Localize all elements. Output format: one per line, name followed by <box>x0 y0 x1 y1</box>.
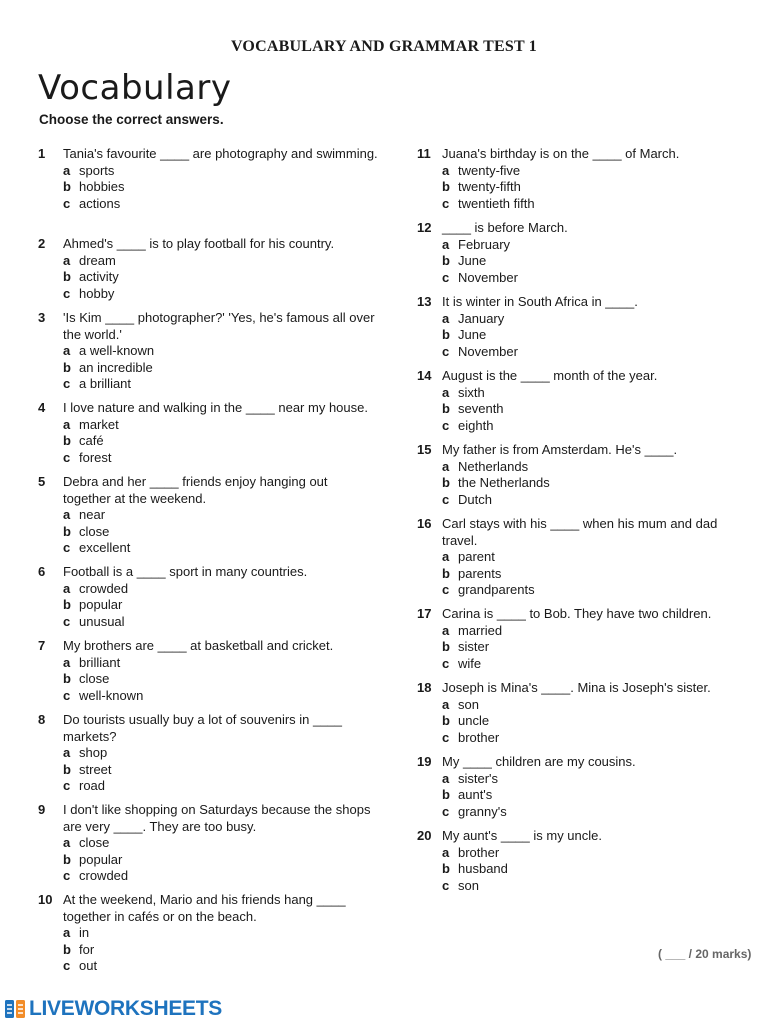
answer-option-a[interactable] <box>442 697 747 714</box>
question-20 <box>417 828 747 894</box>
option-text: street <box>79 761 112 777</box>
answer-option-c[interactable] <box>442 804 747 821</box>
option-letter: b <box>63 597 71 612</box>
marks-total: ( ___ / 20 marks) <box>658 947 752 961</box>
option-letter: c <box>442 343 450 359</box>
option-text: close <box>79 523 110 539</box>
option-letter: c <box>63 195 71 211</box>
option-letter: a <box>63 162 71 178</box>
question-text: August is the ____ month of the year. <box>442 368 658 383</box>
option-letter: c <box>63 778 71 793</box>
answer-option-c[interactable] <box>63 540 378 557</box>
answer-option-a[interactable] <box>63 925 378 942</box>
question-number: 11 <box>417 146 431 161</box>
liveworksheets-logo-icon <box>4 998 26 1020</box>
option-letter: a <box>442 696 450 712</box>
question-text: At the weekend, Mario and his friends hang ____ together in cafés or on the beach. <box>63 892 346 924</box>
answer-option-c[interactable] <box>63 286 378 303</box>
option-text: brilliant <box>79 654 121 670</box>
option-text: shop <box>79 745 108 760</box>
option-text: a well-known <box>79 343 155 358</box>
question-text: Carl stays with his ____ when his mum and dad travel. <box>442 516 718 548</box>
option-letter: b <box>442 861 450 876</box>
option-text: popular <box>79 597 123 612</box>
question-4 <box>38 400 378 466</box>
option-letter: c <box>442 877 450 893</box>
option-letter: a <box>442 844 450 860</box>
option-letter: a <box>442 622 450 638</box>
option-text: actions <box>79 195 121 211</box>
option-letter: b <box>63 941 71 957</box>
option-text: parents <box>458 565 502 581</box>
option-letter: b <box>442 253 450 268</box>
answer-option-a[interactable] <box>442 459 747 476</box>
answer-option-a[interactable] <box>442 237 747 254</box>
question-11 <box>417 146 747 212</box>
answer-option-c[interactable] <box>63 196 378 213</box>
option-letter: c <box>63 376 71 391</box>
answer-option-a[interactable] <box>63 417 378 434</box>
question-text: Carina is ____ to Bob. They have two children. <box>442 606 712 621</box>
answer-option-c[interactable] <box>63 778 378 795</box>
option-letter: a <box>442 236 450 252</box>
option-text: January <box>458 310 505 326</box>
question-15 <box>417 442 747 508</box>
section-heading: Vocabulary <box>38 68 232 108</box>
option-text: market <box>79 416 119 432</box>
question-number: 9 <box>38 802 46 817</box>
answer-option-c[interactable] <box>63 450 378 467</box>
answer-option-b[interactable] <box>63 671 378 688</box>
answer-option-c[interactable] <box>63 958 378 975</box>
option-letter: c <box>63 868 71 883</box>
question-number: 7 <box>38 638 46 653</box>
option-letter: c <box>63 285 71 301</box>
option-letter: a <box>63 343 71 358</box>
option-letter: b <box>63 851 71 867</box>
option-text: an incredible <box>79 359 153 375</box>
answer-option-b[interactable] <box>442 179 747 196</box>
question-number: 14 <box>417 368 432 383</box>
answer-option-b[interactable] <box>442 861 747 878</box>
option-letter: b <box>442 713 450 728</box>
answer-option-c[interactable] <box>442 344 747 361</box>
option-letter: a <box>63 416 71 432</box>
option-letter: a <box>442 458 450 474</box>
answer-option-b[interactable] <box>442 475 747 492</box>
question-1 <box>38 146 378 212</box>
question-5 <box>38 474 378 557</box>
option-text: in <box>79 925 90 940</box>
answer-option-c[interactable] <box>442 492 747 509</box>
answer-option-b[interactable] <box>63 762 378 779</box>
option-text: the Netherlands <box>458 475 550 490</box>
answer-option-c[interactable] <box>63 688 378 705</box>
option-letter: b <box>442 327 450 342</box>
question-text: My brothers are ____ at basketball and cricket. <box>63 638 334 653</box>
answer-option-c[interactable] <box>442 730 747 747</box>
answer-option-a[interactable] <box>63 253 378 270</box>
option-text: twenty-fifth <box>458 179 521 194</box>
question-number: 5 <box>38 474 46 489</box>
brand-footer[interactable] <box>4 997 222 1021</box>
option-text: near <box>79 507 106 522</box>
answer-option-b[interactable] <box>442 253 747 270</box>
question-16 <box>417 516 747 599</box>
question-text: Tania's favourite ____ are photography and swimming. <box>63 146 378 161</box>
option-letter: b <box>63 523 71 539</box>
option-text: well-known <box>79 687 144 703</box>
option-letter: c <box>63 540 71 555</box>
question-9 <box>38 802 378 885</box>
answer-option-a[interactable] <box>442 771 747 788</box>
answer-option-a[interactable] <box>63 835 378 852</box>
option-text: son <box>458 877 479 893</box>
question-text: Juana's birthday is on the ____ of March. <box>442 146 680 161</box>
question-number: 10 <box>38 892 53 907</box>
option-letter: a <box>442 770 450 786</box>
answer-option-a[interactable] <box>63 745 378 762</box>
option-text: sports <box>79 162 115 178</box>
answer-option-b[interactable] <box>442 566 747 583</box>
option-letter: c <box>442 195 450 211</box>
question-number: 17 <box>417 606 432 621</box>
answer-option-c[interactable] <box>442 270 747 287</box>
option-letter: a <box>63 925 71 940</box>
question-text: My aunt's ____ is my uncle. <box>442 828 602 843</box>
question-text: 'Is Kim ____ photographer?' 'Yes, he's famous all over the world.' <box>63 310 375 342</box>
answer-option-c[interactable] <box>63 376 378 393</box>
option-text: parent <box>458 549 495 564</box>
option-text: hobby <box>79 285 115 301</box>
option-letter: a <box>63 835 71 850</box>
option-letter: b <box>63 433 71 448</box>
answer-option-b[interactable] <box>63 179 378 196</box>
option-text: twenty-five <box>458 162 521 178</box>
option-text: close <box>79 835 110 850</box>
option-letter: b <box>63 761 71 777</box>
option-letter: b <box>442 401 450 416</box>
answer-option-b[interactable] <box>63 360 378 377</box>
option-text: café <box>79 433 104 448</box>
option-text: November <box>458 269 518 285</box>
question-text: I don't like shopping on Saturdays because the shops are very ____. They are too busy. <box>63 802 371 834</box>
option-letter: c <box>63 958 71 973</box>
question-text: Joseph is Mina's ____. Mina is Joseph's sister. <box>442 680 711 695</box>
question-number: 1 <box>38 146 46 161</box>
option-text: a brilliant <box>79 376 132 391</box>
answer-option-c[interactable] <box>442 418 747 435</box>
question-6 <box>38 564 378 630</box>
answer-option-b[interactable] <box>442 327 747 344</box>
question-number: 2 <box>38 236 46 251</box>
page-title: VOCABULARY AND GRAMMAR TEST 1 <box>231 38 537 55</box>
option-letter: a <box>63 252 71 268</box>
answer-option-a[interactable] <box>63 581 378 598</box>
question-number: 3 <box>38 310 46 325</box>
answer-option-a[interactable] <box>442 623 747 640</box>
option-letter: a <box>63 580 71 596</box>
option-text: sister's <box>458 770 499 786</box>
question-13 <box>417 294 747 360</box>
answer-option-a[interactable] <box>63 655 378 672</box>
option-letter: b <box>63 359 71 375</box>
answer-option-b[interactable] <box>442 787 747 804</box>
option-text: married <box>458 622 503 638</box>
option-text: son <box>458 696 479 712</box>
option-text: granny's <box>458 803 507 819</box>
option-text: road <box>79 778 106 793</box>
answer-option-c[interactable] <box>442 656 747 673</box>
option-text: out <box>79 958 98 973</box>
option-letter: c <box>442 803 450 819</box>
option-text: eighth <box>458 417 494 433</box>
answer-option-a[interactable] <box>442 549 747 566</box>
option-letter: b <box>442 475 450 490</box>
option-letter: b <box>63 179 71 194</box>
brand-name: LIVEWORKSHEETS <box>29 997 222 1020</box>
option-letter: c <box>442 417 450 433</box>
option-text: seventh <box>458 401 504 416</box>
answer-option-b[interactable] <box>63 597 378 614</box>
question-12 <box>417 220 747 286</box>
option-letter: a <box>63 745 71 760</box>
option-text: crowded <box>79 580 129 596</box>
question-text: Do tourists usually buy a lot of souvenirs in ____ markets? <box>63 712 342 744</box>
option-letter: a <box>442 162 450 178</box>
option-text: dream <box>79 252 116 268</box>
question-19 <box>417 754 747 820</box>
question-text: ____ is before March. <box>442 220 568 235</box>
answer-option-b[interactable] <box>63 524 378 541</box>
question-number: 12 <box>417 220 432 235</box>
option-letter: c <box>442 729 450 745</box>
option-letter: c <box>442 269 450 285</box>
answer-option-a[interactable] <box>442 311 747 328</box>
option-text: twentieth fifth <box>458 195 535 211</box>
option-text: for <box>79 941 95 957</box>
question-number: 19 <box>417 754 432 769</box>
option-text: popular <box>79 851 123 867</box>
option-text: February <box>458 236 511 252</box>
option-text: grandparents <box>458 582 535 597</box>
question-number: 8 <box>38 712 46 727</box>
answer-option-a[interactable] <box>442 163 747 180</box>
option-text: Dutch <box>458 491 492 507</box>
answer-option-c[interactable] <box>63 614 378 631</box>
option-text: November <box>458 343 518 359</box>
question-number: 18 <box>417 680 432 695</box>
answer-option-a[interactable] <box>63 163 378 180</box>
question-number: 16 <box>417 516 432 531</box>
option-letter: a <box>63 507 71 522</box>
option-text: husband <box>458 861 508 876</box>
answer-option-c[interactable] <box>442 196 747 213</box>
question-7 <box>38 638 378 704</box>
option-text: June <box>458 327 487 342</box>
option-text: crowded <box>79 868 129 883</box>
option-text: June <box>458 253 487 268</box>
option-letter: a <box>442 384 450 400</box>
answer-option-b[interactable] <box>442 713 747 730</box>
answer-option-b[interactable] <box>63 852 378 869</box>
option-text: unusual <box>79 613 125 629</box>
answer-option-b[interactable] <box>442 401 747 418</box>
answer-option-b[interactable] <box>442 639 747 656</box>
option-text: sixth <box>458 384 485 400</box>
question-8 <box>38 712 378 795</box>
option-letter: b <box>63 269 71 284</box>
option-letter: a <box>442 310 450 326</box>
option-letter: b <box>442 565 450 581</box>
question-10 <box>38 892 378 975</box>
option-letter: b <box>442 639 450 654</box>
option-text: close <box>79 671 110 686</box>
question-text: Football is a ____ sport in many countries. <box>63 564 308 579</box>
option-text: activity <box>79 269 119 284</box>
question-text: I love nature and walking in the ____ near my house. <box>63 400 368 415</box>
question-17 <box>417 606 747 672</box>
option-text: wife <box>458 655 482 671</box>
option-text: hobbies <box>79 179 125 194</box>
question-number: 13 <box>417 294 432 309</box>
answer-option-a[interactable] <box>63 343 378 360</box>
question-18 <box>417 680 747 746</box>
question-number: 4 <box>38 400 46 415</box>
option-letter: b <box>442 787 450 802</box>
question-text: My ____ children are my cousins. <box>442 754 636 769</box>
option-text: brother <box>458 729 500 745</box>
question-text: My father is from Amsterdam. He's ____. <box>442 442 678 457</box>
option-text: forest <box>79 449 112 465</box>
question-text: Debra and her ____ friends enjoy hanging out together at the weekend. <box>63 474 328 506</box>
option-letter: c <box>442 655 450 671</box>
option-text: sister <box>458 639 490 654</box>
instruction: Choose the correct answers. <box>39 112 224 127</box>
option-letter: a <box>63 654 71 670</box>
option-text: uncle <box>458 713 490 728</box>
answer-option-a[interactable] <box>63 507 378 524</box>
option-letter: c <box>63 613 71 629</box>
option-letter: a <box>442 549 450 564</box>
option-text: aunt's <box>458 787 493 802</box>
option-letter: c <box>442 582 450 597</box>
option-text: brother <box>458 844 500 860</box>
answer-option-b[interactable] <box>63 942 378 959</box>
answer-option-b[interactable] <box>63 433 378 450</box>
answer-option-c[interactable] <box>442 582 747 599</box>
answer-option-c[interactable] <box>442 878 747 895</box>
option-letter: b <box>442 179 450 194</box>
answer-option-a[interactable] <box>442 845 747 862</box>
option-letter: c <box>442 491 450 507</box>
question-text: It is winter in South Africa in ____. <box>442 294 638 309</box>
option-text: Netherlands <box>458 458 529 474</box>
question-number: 6 <box>38 564 46 579</box>
question-3 <box>38 310 378 393</box>
option-letter: b <box>63 671 71 686</box>
option-letter: c <box>63 687 71 703</box>
option-text: excellent <box>79 540 131 555</box>
question-number: 15 <box>417 442 432 457</box>
option-letter: c <box>63 449 71 465</box>
answer-option-c[interactable] <box>63 868 378 885</box>
question-number: 20 <box>417 828 432 843</box>
question-14 <box>417 368 747 434</box>
answer-option-a[interactable] <box>442 385 747 402</box>
answer-option-b[interactable] <box>63 269 378 286</box>
question-text: Ahmed's ____ is to play football for his country. <box>63 236 335 251</box>
question-2 <box>38 236 378 302</box>
